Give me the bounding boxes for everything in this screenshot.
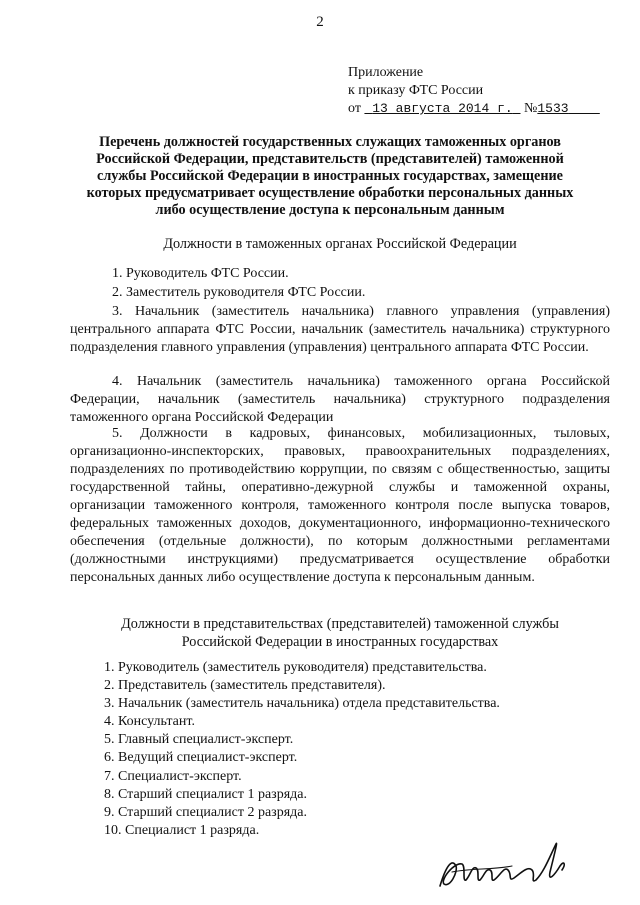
list-item: 9. Старший специалист 2 разряда. bbox=[104, 804, 307, 820]
list-item: 10. Специалист 1 разряда. bbox=[104, 822, 260, 838]
section2-heading-line1: Должности в представительствах (представителей) таможенной службы bbox=[121, 616, 559, 632]
document-title: Перечень должностей государственных служащих таможенных органов Российской Федерации, представительств (представителей) таможенной службы Российской Федерации в иностранных государствах, замещение которых предусматривает осуществление обработки персональных данных либо осуществление доступа к персональным данным bbox=[86, 134, 574, 218]
appendix-date-line bbox=[348, 100, 628, 118]
list-item: 5. Главный специалист-эксперт. bbox=[104, 732, 294, 748]
section1-item-5: 5. Должности в кадровых, финансовых, мобилизационных, тыловых, организационно-инспекторских, правовых, правоохранительных подразделениях, подразделениях по противодействию коррупции, по связям с общественностью, защиты государственной тайны, оперативно-дежурной службы и таможенной охраны, организации таможенного контроля, таможенного контроля после выпуска товаров, федеральных таможенных доходов, документационного, информационно-технического обеспечения (отдельные должности), по которым должностными регламентами (должностными инструкциями) предусматривается осуществление обработки персональных данных либо осуществление доступа к персональным данным. bbox=[70, 426, 610, 585]
section1-item-3: 3. Начальник (заместитель начальника) главного управления (управления) центрального аппарата ФТС России, начальник (заместитель начальника) структурного подразделения главного управления (управления) центрального аппарата ФТС России. bbox=[70, 304, 610, 355]
section1-item-4: 4. Начальник (заместитель начальника) таможенного органа Российской Федерации, начальник (заместитель начальника) структурного подразделения таможенного органа Российской Федерации bbox=[70, 374, 610, 425]
section1-item-2: 2. Заместитель руководителя ФТС России. bbox=[112, 285, 366, 300]
list-item: 2. Представитель (заместитель представителя). bbox=[104, 678, 386, 694]
appendix-date: 13 августа 2014 г. bbox=[372, 101, 513, 116]
list-item: 3. Начальник (заместитель начальника) отдела представительства. bbox=[104, 696, 500, 712]
list-item: 4. Консультант. bbox=[104, 714, 195, 730]
section2-heading-line2: Российской Федерации в иностранных государствах bbox=[181, 634, 499, 650]
appendix-line1: Приложение bbox=[348, 65, 424, 80]
appendix-from: от bbox=[348, 101, 361, 116]
list-item: 6. Ведущий специалист-эксперт. bbox=[104, 750, 298, 766]
section1-heading: Должности в таможенных органах Российской Федерации bbox=[163, 236, 517, 252]
appendix-line2: к приказу ФТС России bbox=[348, 83, 484, 98]
appendix-block bbox=[348, 64, 628, 118]
appendix-num-sign: № bbox=[524, 101, 538, 116]
list-item: 1. Руководитель (заместитель руководителя) представительства. bbox=[104, 660, 487, 675]
section1-item-1: 1. Руководитель ФТС России. bbox=[112, 266, 289, 281]
handwritten-signature bbox=[432, 836, 582, 896]
page-number: 2 bbox=[316, 14, 324, 30]
list-item: 7. Специалист-эксперт. bbox=[104, 768, 242, 784]
appendix-number: 1533 bbox=[537, 101, 569, 116]
list-item: 8. Старший специалист 1 разряда. bbox=[104, 786, 307, 802]
section2-list bbox=[104, 659, 584, 840]
